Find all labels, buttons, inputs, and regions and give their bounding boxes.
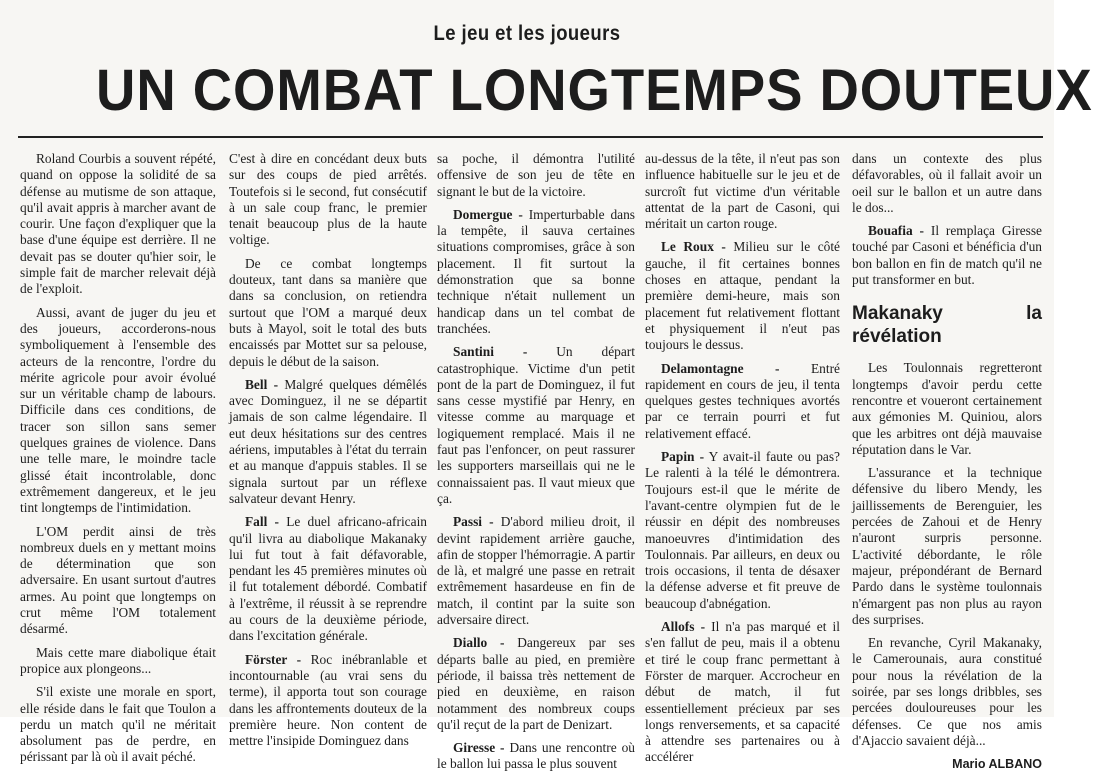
headline-rule [18,136,1043,138]
paragraph: Les Toulonnais regretteront longtemps d'avoir perdu cette rencontre et voueront certainement aux gémonies M. Quiniou, alors que les arbitres ont déjà mauvaise réputation dans le Var. [852,360,1042,457]
player-rating-forster: Förster - Roc inébranlable et incontournable (au vrai sens du terme), il apporta tout son courage dans les affrontements douteux de la première heure. Non content de mettre l'insipide Dominguez dans [229,651,427,749]
player-name: Delamontagne - [661,360,780,376]
paragraph: au-dessus de la tête, il n'eut pas son influence habituelle sur le jeu et de surcroît fut victime d'un véritable attentat de la part de Casoni, qui méritait un carton rouge. [645,151,840,232]
player-rating-giresse: Giresse - Dans une rencontre où le ballon lui passa le plus souvent [437,740,635,772]
player-rating-papin: Papin - Y avait-il faute ou pas? Le ralenti à la télé le démontrera. Toujours est-il que le mérite de l'avant-centre olympien fut de le réussir en dépit des nombreuses manoeuvres d'intimidation des Toulonnais. Par ailleurs, en deux ou trois occasions, il tenta de désaxer la défense adverse et fit preuve de beaucoup d'abnégation. [645,449,840,611]
paragraph: De ce combat longtemps douteux, tant dans sa manière que dans sa conclusion, on retiendra surtout que l'OM a marqué deux buts à Mayol, soit le total des buts encaissés par Mottet sur sa pelouse, depuis le début de la saison. [229,255,427,369]
player-name: Domergue - [453,206,523,222]
article-headline: UN COMBAT LONGTEMPS DOUTEUX [96,58,1093,123]
player-rating-allofs: Allofs - Il n'a pas marqué et il s'en fallut de peu, mais il a obtenu et tiré le coup franc permettant à Förster de marquer. Accrocheur en début de match, il fut essentiellement précieux par ses longs renversements, et sa capacité à attendre ses partenaires ou à accélérer [645,619,840,765]
paragraph: dans un contexte des plus défavorables, où il fallait avoir un oeil sur le ballon et un autre dans le dos... [852,151,1042,215]
paragraph: Mais cette mare diabolique était propice aux plongeons... [20,644,216,676]
player-name: Bell - [245,376,279,392]
article-column-2 [229,151,427,749]
player-name: Santini - [453,344,528,360]
player-rating-delamontagne: Delamontagne - Entré rapidement en cours de jeu, il tenta quelques gestes techniques avortés par ce terrain pourri et fut relativement effacé. [645,360,840,441]
player-name: Papin - [661,449,705,465]
player-name: Fall - [245,514,279,530]
player-rating-diallo: Diallo - Dangereux par ses départs balle au pied, en première période, il baissa très nettement de pied en deuxième, en raison notamment des nombreux coups qu'il reçut de la part de Denizart. [437,635,636,732]
player-rating-le-roux: Le Roux - Milieu sur le côté gauche, il fit certaines bonnes choses en attaque, pendant la première demi-heure, mais son placement fut relativement flottant et physiquement il n'eut pas toujours le dessus. [645,239,840,353]
player-rating-santini: Santini - Un départ catastrophique. Victime d'un petit pont de la part de Dominguez, il fut sans cesse mystifié par Henry, en vitesse comme au marquage et logiquement remplacé. Mais il ne faut pas l'enfoncer, on peut rassurer les supporters marseillais qui ne le connaissaient pas. Il vaut mieux que ça. [437,344,635,506]
player-name: Passi - [453,514,494,530]
paragraph: C'est à dire en concédant deux buts sur des coups de pied arrêtés. Toutefois si le second, fut consécutif à un sale coup franc, le premier tenait beaucoup plus de la haute voltige. [229,151,427,248]
paragraph: En revanche, Cyril Makanaky, le Camerounais, aura constitué pour nous la révélation de la soirée, par ses longs dribbles, ses percées douloureuses pour les défenses. Ce que nos amis d'Ajaccio savaient déjà... [852,635,1042,748]
section-subheading: Makanaky la révélation [852,303,1042,348]
player-rating-bouafia: Bouafia - Il remplaça Giresse touché par Casoni et bénéficia d'un bon ballon en fin de match qu'il ne put transformer en but. [852,223,1043,288]
player-name: Diallo - [453,635,505,651]
player-rating-domergue: Domergue - Imperturbable dans la tempête, il sauva certaines situations compromises, grâce à son placement. Il fit surtout la démonstration que sa bonne technique n'était nullement un handicap dans un tel combat de tranchées. [437,206,635,336]
player-name: Allofs - [661,619,706,635]
player-name: Förster - [245,651,302,667]
paragraph: L'OM perdit ainsi de très nombreux duels en y mettant moins de détermination que son adversaire. En usant surtout d'autres armes. Au point que longtemps on crut même l'OM totalement désarmé. [20,523,216,637]
article-column-5 [852,151,1043,772]
paragraph: Aussi, avant de juger du jeu et des joueurs, accorderons-nous symboliquement à l'ensemble des acteurs de la rencontre, l'ordre du mérite agricole pour avoir évolué sur un véritable champ de labours. Difficile dans ces conditions, de tracer son sillon sans semer quelques graines de violence. Dans une telle mare, le moindre tacle glissé était incontrolable, donc extrêmement dangereux, et le jeu tint longtemps de l'intimidation. [20,304,216,516]
paragraph: sa poche, il démontra l'utilité offensive de son jeu de tête en signant le but de la victoire. [437,151,635,199]
author-signature: Mario ALBANO [952,757,1042,772]
paragraph: S'il existe une morale en sport, elle réside dans le fait que Toulon a perdu un match qu'il ne méritait absolument pas de perdre, en périssant par là où il avait péché. [20,684,216,765]
article-column-1 [20,151,216,765]
article-column-3 [437,151,636,772]
player-name: Giresse - [453,740,505,756]
player-name: Le Roux - [661,239,726,255]
player-rating-bell: Bell - Malgré quelques démêlés avec Dominguez, il ne se départit jamais de son calme légendaire. Il eut deux hésitations sur des centres aériens, imputables à l'état du terrain et au manque d'appuis stables. Il se signala surtout par un réflexe salvateur devant Henry. [229,376,427,506]
paragraph: L'assurance et la technique défensive du libero Mendy, les jaillissements de Berenguier, les percées de Zahoui et de Henry n'auront surpris personne. L'activité débordante, le rôle majeur, prépondérant de Bernard Pardo dans le système toulonnais n'émargent pas non plus au rayon des surprises. [852,465,1042,627]
player-name: Bouafia - [868,223,924,239]
section-kicker: Le jeu et les joueurs [433,22,621,45]
player-rating-fall: Fall - Le duel africano-africain qu'il livra au diabolique Makanaky lui fut tout à fait défavorable, pendant les 45 premières minutes où il fut totalement débordé. Combatif à l'extrême, il réussit à se reprendre au cours de la deuxième période, dans l'excitation générale. [229,514,427,644]
player-rating-passi: Passi - D'abord milieu droit, il devint rapidement arrière gauche, afin de stopper l'hémorragie. A partir de là, et malgré une passe en retrait extrêmement hasardeuse en fin de match, il contint par la suite son adversaire direct. [437,514,635,628]
article-column-4 [645,151,840,765]
paragraph: Roland Courbis a souvent répété, quand on oppose la solidité de sa défense au mutisme de son attaque, qu'il avait appris à marcher avant de courir. Une façon d'expliquer que la base d'une équipe est derrière. Il ne devait pas se douter qu'hier soir, le simple fait de marcher relevait déjà de l'exploit. [20,151,216,297]
